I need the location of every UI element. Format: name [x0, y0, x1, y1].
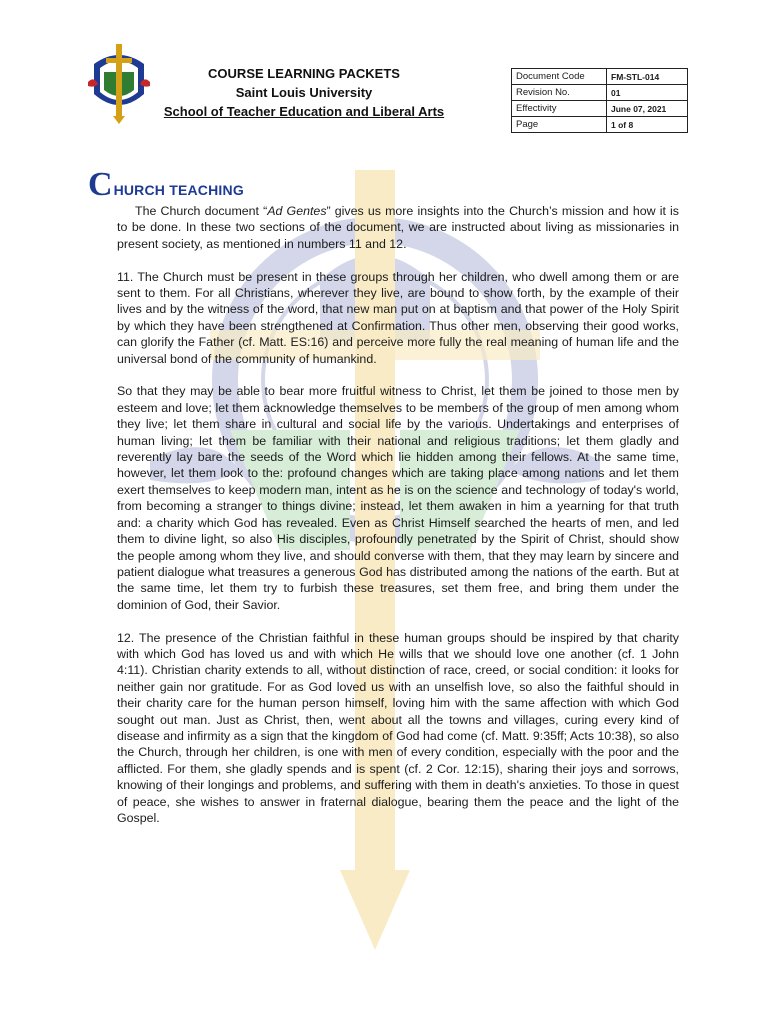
header-line-3: School of Teacher Education and Liberal Arts [163, 104, 445, 119]
intro-text-before: The Church document “ [135, 204, 268, 218]
meta-row [512, 117, 688, 133]
meta-value: FM-STL-014 [607, 69, 688, 85]
paragraph-12: 12. The presence of the Christian faithful in these human groups should be inspired by that charity with which God has loved us and with which He wills that we should love one another (cf. 1 John 4:11). Christian charity extends to all, without distinction of race, creed, or social condition: it looks for neither gain nor gratitude. For as God loved us with an unselfish love, so also the faithful should in their charity care for the human person himself, loving him with the same affection with which God sought out man. Just as Christ, then, went about all the towns and villages, curing every kind of disease and infirmity as a sign that the kingdom of God had come (cf. Matt. 9:35ff; Acts 10:38), so also the Church, through her children, is one with men of every condition, especially with the poor and the afflicted. For them, she gladly spends and is spent (cf. 2 Cor. 12:15), sharing their joys and sorrows, knowing of their longings and problems, and suffering with them in death's anxieties. To those in quest of peace, she wishes to answer in fraternal dialogue, bearing them the peace and the light of the Gospel. [117, 630, 679, 825]
section-heading-text: HURCH TEACHING [113, 182, 244, 198]
meta-key: Document Code [512, 69, 607, 85]
section-heading [88, 166, 244, 203]
header-line-1: COURSE LEARNING PACKETS [208, 66, 400, 81]
paragraph-11: 11. The Church must be present in these groups through her children, who dwell among them or are sent to them. For all Christians, wherever they live, are bound to show forth, by the example of their lives and by the witness of the word, that new man put on at baptism and that power of the Holy Spirit by which they have been strengthened at Confirmation. Thus other men, observing their good works, can glorify the Father (cf. Matt. ES:16) and perceive more fully the real meaning of human life and the universal bond of the community of humankind. [117, 269, 679, 366]
meta-value: June 07, 2021 [607, 101, 688, 117]
university-logo [88, 42, 150, 124]
document-body [117, 203, 679, 843]
document-meta-table [511, 68, 688, 133]
header-line-2: Saint Louis University [235, 85, 373, 100]
document-header [150, 64, 458, 121]
meta-value: 01 [607, 85, 688, 101]
meta-key: Revision No. [512, 85, 607, 101]
meta-row [512, 101, 688, 117]
meta-key: Page [512, 117, 607, 133]
intro-paragraph [117, 203, 679, 252]
meta-value: 1 of 8 [607, 117, 688, 133]
meta-row [512, 85, 688, 101]
intro-text-after: ” gives us more insights into the Church’s mission and how it is to be done. In these two sections of the document, we are instructed about living as missionaries in present society, as mentioned in numbers 11 and 12. [117, 204, 679, 251]
meta-row [512, 69, 688, 85]
section-heading-initial: C [88, 166, 113, 203]
paragraph-witness: So that they may be able to bear more fruitful witness to Christ, let them be joined to those men by esteem and love; let them acknowledge themselves to be members of the group of men among whom they live; let them share in cultural and social life by the various. Undertakings and enterprises of human living; let them be familiar with their national and religious traditions; let them gladly and reverently lay bare the seeds of the Word which lie hidden among their fellows. At the same time, however, let them look to the: profound changes which are taking place among nations and let them exert themselves to keep modern man, intent as he is on the science and technology of today's world, from becoming a stranger to things divine; instead, let them awaken in him a yearning for that truth and: a charity which God has revealed. Even as Christ Himself searched the hearts of men, and led them to divine light, so also His disciples, profoundly penetrated by the Spirit of Christ, should show the people among whom they live, and should converse with them, that they may learn by sincere and patient dialogue what treasures a generous God has distributed among the nations of the earth. But at the same time, let them try to furbish these treasures, set them free, and bring them under the dominion of God, their Savior. [117, 384, 679, 612]
document-title-italic: Ad Gentes [267, 204, 327, 218]
meta-key: Effectivity [512, 101, 607, 117]
